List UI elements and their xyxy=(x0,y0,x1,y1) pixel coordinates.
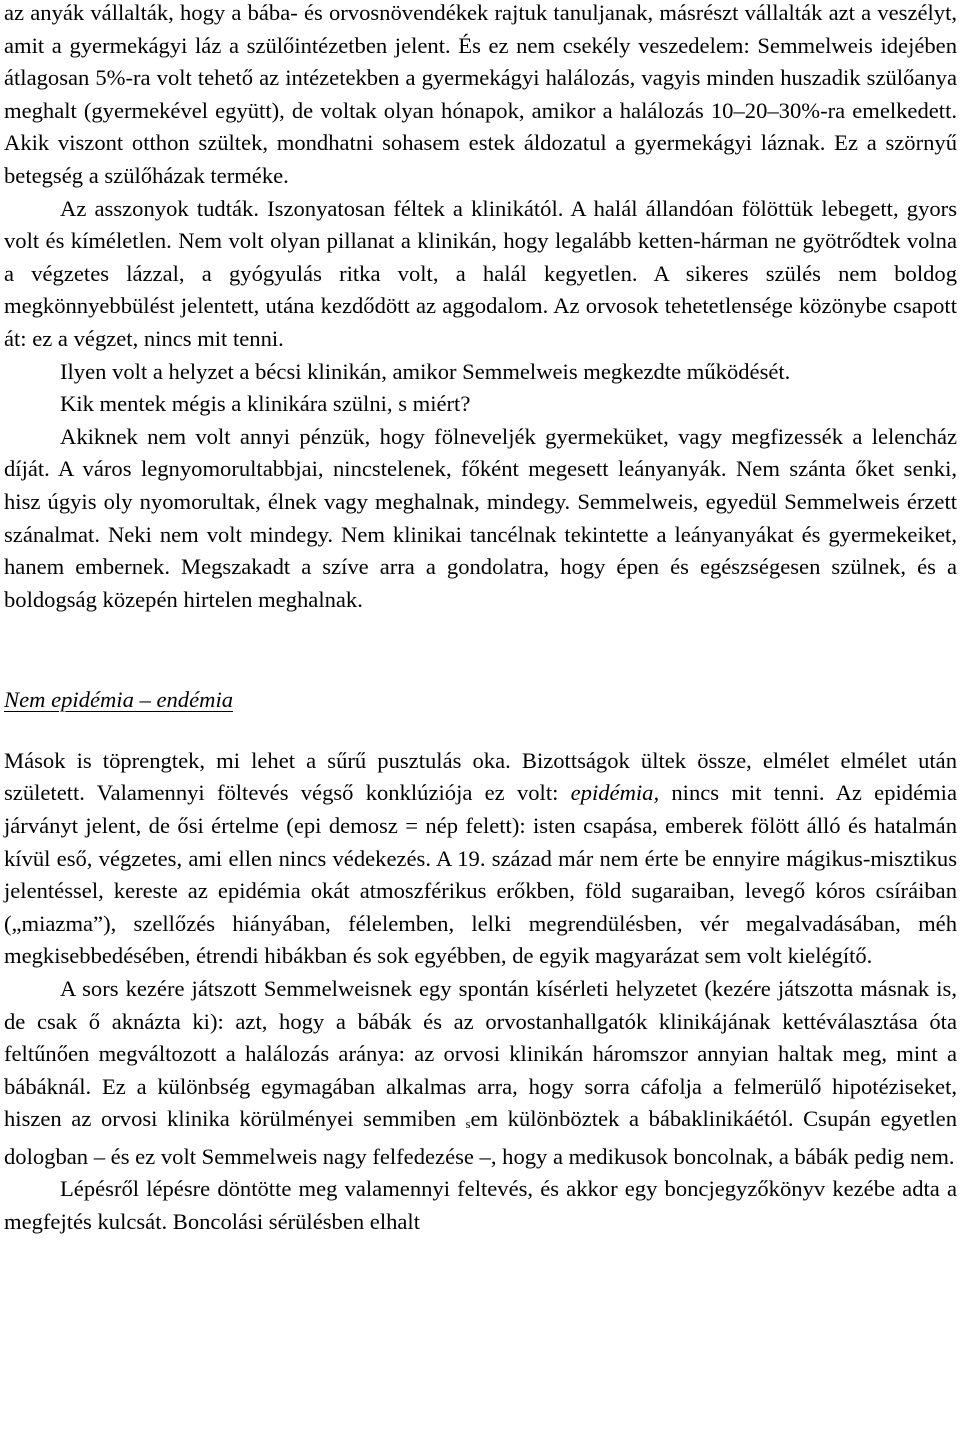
paragraph-epidemic-theories xyxy=(4,745,957,973)
paragraph-text: em különböztek a bábaklinikáétól. Csupán egyetlen dologban – és ez volt Semmelweis nagy felfedezése –, hogy a medikusok boncolnak, a bábák pedig nem. xyxy=(4,1106,957,1169)
section-spacer xyxy=(4,616,957,684)
paragraph-autopsy-report: Lépésről lépésre döntötte meg valamennyi feltevés, és akkor egy boncjegyzőkönyv kezébe adta a megfejtés kulcsát. Boncolási sérülésben elhalt xyxy=(4,1176,957,1235)
paragraph-vienna-clinic: Ilyen volt a helyzet a bécsi klinikán, amikor Semmelweis megkezdte működését. xyxy=(60,358,791,384)
document-page xyxy=(4,0,957,1239)
paragraph-text: nincs mit tenni. Az epidémia járványt jelent, de ősi értelme (epi demosz = nép felett): isten csapása, emberek fölött álló és hatalmán kívül eső, végzetes, ami ellen nincs védekezés. A 19. század már nem érte be ennyire mágikus-misztikus jelentéssel, kereste az epidémia okát atmoszférikus erőkben, föld sugaraiban, levegő kóros csíráiban („miazma”), szellőzés hiányában, félelemben, lelki megrendülésben, vér megalvadásában, méh megkisebbedésében, étrendi hibákban és sok egyébben, de egyik magyarázat sem volt kielégítő. xyxy=(4,780,957,969)
section-heading: Nem epidémia – endémia xyxy=(4,687,234,713)
paragraph-spontaneous-experiment xyxy=(4,973,957,1173)
small-letter: s xyxy=(465,1117,471,1132)
paragraph-text: A sors kezére játszott Semmelweisnek egy spontán kísérleti helyzetet (kezére játszotta másnak is, de csak ő aknázta ki): azt, hogy a bábák és az orvostanhallgatók klinikájának kettéválasztása óta feltűnően megváltozott a halálozás aránya: az orvosi klinikán háromszor annyian haltak meg, mint a bábáknál. Ez a különbség egymagában alkalmas arra, hogy sorra cáfolja a felmerülő hipotéziseket, hiszen az orvosi klinika körülményei semmiben xyxy=(4,976,957,1132)
section-spacer xyxy=(4,717,957,745)
emphasized-term: epidémia, xyxy=(570,780,660,806)
paragraph-text: Mások is töprengtek, mi lehet a sűrű pusztulás oka. Bizottságok ültek össze, elmélet elmélet után született. Valamennyi föltevés végső konklúziója ez volt: xyxy=(4,747,957,806)
paragraph-maternity-risk: az anyák vállalták, hogy a bába- és orvosnövendékek rajtuk tanuljanak, másrészt vállalták azt a veszélyt, amit a gyermekágyi láz a szülőintézetben jelent. És ez nem csekély veszedelem: Semmelweis idejében átlagosan 5%-ra volt tehető az intézetekben a gyermekágyi halálozás, vagyis minden huszadik szülőanya meghalt (gyermekével együtt), de voltak olyan hónapok, amikor a halálozás 10–20–30%-ra emelkedett. Akik viszont otthon szültek, mondhatni sohasem estek áldozatul a gyermekágyi láznak. Ez a szörnyű betegség a szülőházak terméke. xyxy=(4,0,957,188)
paragraph-poor-mothers: Akiknek nem volt annyi pénzük, hogy fölneveljék gyermeküket, vagy megfizessék a lelencház díját. A város legnyomorultabbjai, nincstelenek, főként megesett leányanyák. Nem szánta őket senki, hisz úgyis oly nyomorultak, élnek vagy meghalnak, mindegy. Semmelweis, egyedül Semmelweis érzett szánalmat. Neki nem volt mindegy. Nem klinikai tancélnak tekintette a leányanyákat és gyermekeiket, hanem embernek. Megszakadt a szíve arra a gondolatra, hogy épen és egészségesen szülnek, és a boldogság közepén hirtelen meghalnak. xyxy=(4,423,957,612)
paragraph-women-fear: Az asszonyok tudták. Iszonyatosan féltek a klinikától. A halál állandóan fölöttük lebegett, gyors volt és kíméletlen. Nem volt olyan pillanat a klinikán, hogy legalább ketten-hárman ne gyötrődtek volna a végzetes lázzal, a gyógyulás ritka volt, a halál kegyetlen. A sikeres szülés nem boldog megkönnyebbülést jelentett, utána kezdődött az aggodalom. Az orvosok tehetetlensége közönybe csapott át: ez a végzet, nincs mit tenni. xyxy=(4,195,957,351)
paragraph-question: Kik mentek mégis a klinikára szülni, s miért? xyxy=(60,391,471,417)
